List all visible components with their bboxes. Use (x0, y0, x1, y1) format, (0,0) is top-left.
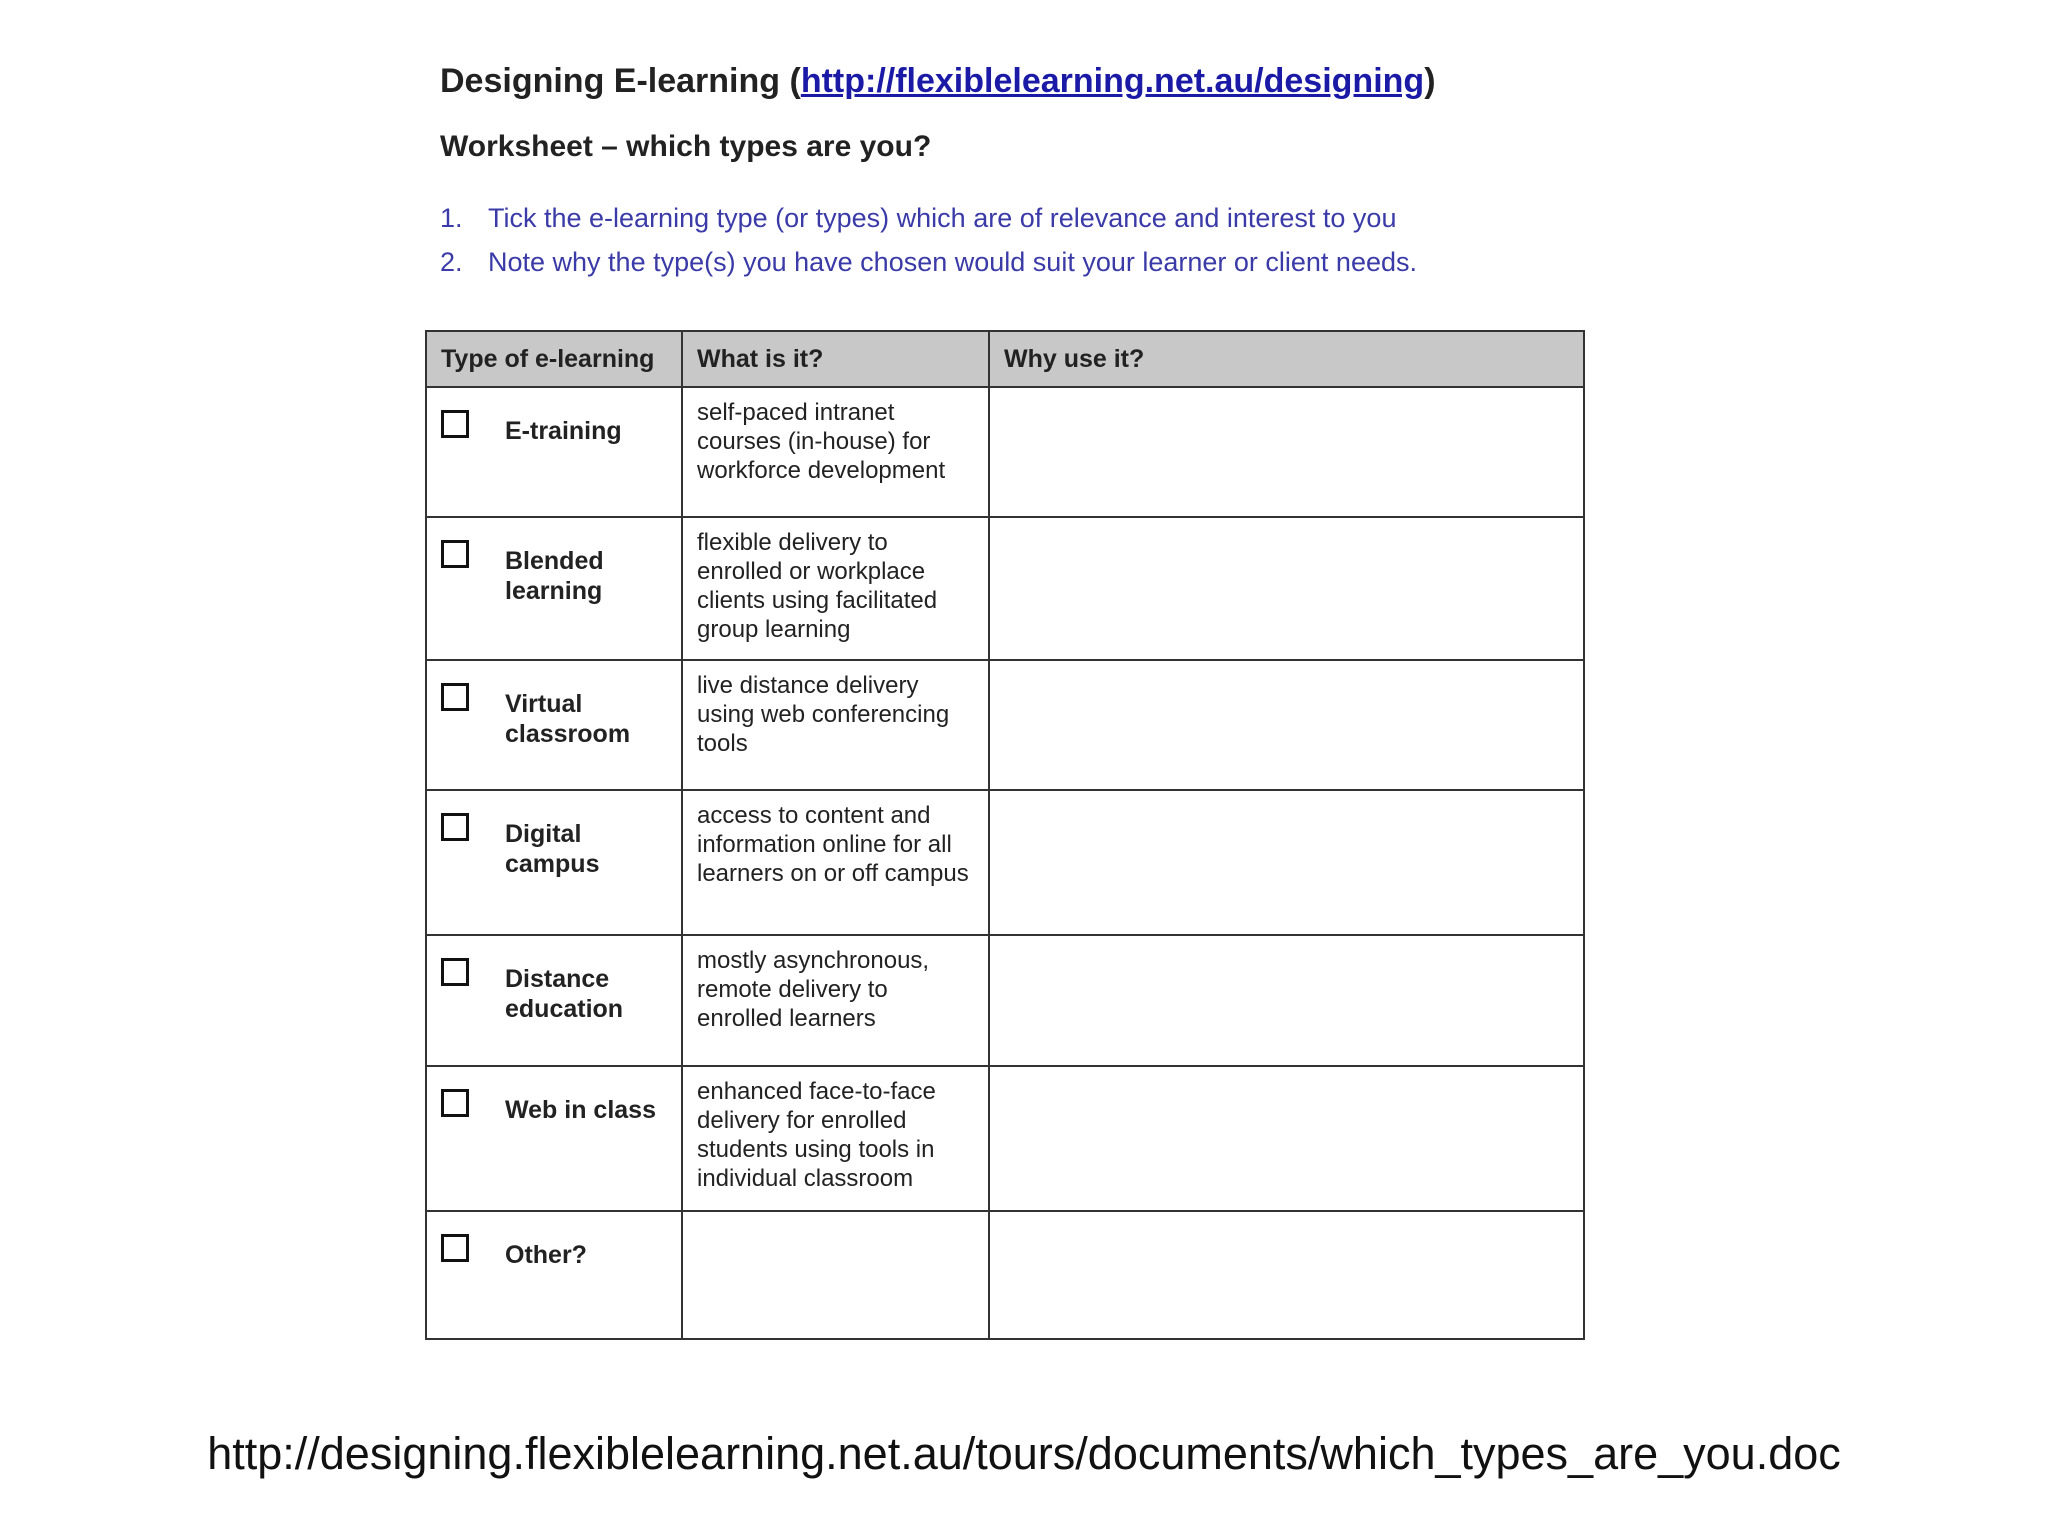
what-cell (682, 1066, 989, 1211)
type-cell (426, 1066, 682, 1211)
checkbox[interactable] (441, 958, 469, 986)
checkbox[interactable] (441, 813, 469, 841)
checkbox[interactable] (441, 540, 469, 568)
type-label: Other? (505, 1241, 587, 1269)
type-cell (426, 935, 682, 1066)
type-cell (426, 517, 682, 660)
title-prefix: Designing E-learning ( (440, 62, 801, 100)
instruction-item (440, 196, 1417, 240)
what-cell (682, 387, 989, 517)
what-cell (682, 660, 989, 790)
table-row (426, 935, 1584, 1066)
title-suffix: ) (1424, 62, 1436, 100)
instructions-list (440, 196, 1417, 284)
checkbox[interactable] (441, 683, 469, 711)
table-row (426, 1211, 1584, 1339)
type-cell (426, 1211, 682, 1339)
why-cell[interactable] (989, 790, 1584, 935)
type-cell (426, 790, 682, 935)
why-cell[interactable] (989, 517, 1584, 660)
title-link[interactable]: http://flexiblelearning.net.au/designing (800, 62, 1425, 100)
checkbox[interactable] (441, 1234, 469, 1262)
instruction-number: 1. (440, 202, 463, 233)
type-label: Digital campus (505, 820, 600, 878)
type-cell (426, 660, 682, 790)
type-label: Blended learning (505, 547, 604, 605)
worksheet-table (425, 330, 1585, 1340)
what-cell[interactable] (682, 1211, 989, 1339)
why-cell[interactable] (989, 1066, 1584, 1211)
type-label: Virtual classroom (505, 690, 631, 748)
header-type: Type of e-learning (426, 331, 682, 387)
what-text: live distance delivery using web conferencing tools (697, 672, 950, 757)
what-text: mostly asynchronous, remote delivery to enrolled learners (697, 947, 930, 1032)
what-cell (682, 935, 989, 1066)
what-text: flexible delivery to enrolled or workplace clients using facilitated group learning (697, 529, 938, 643)
footer-url: http://designing.flexiblelearning.net.au/tours/documents/which_types_are_you.doc (207, 1428, 1841, 1479)
table-header-row (426, 331, 1584, 387)
what-cell (682, 790, 989, 935)
what-text: self-paced intranet courses (in-house) for workforce development (697, 399, 946, 484)
worksheet-subtitle: Worksheet – which types are you? (440, 130, 932, 163)
what-text: enhanced face-to-face delivery for enrolled students using tools in individual classroom (697, 1078, 936, 1192)
type-label: E-training (505, 417, 622, 445)
what-text: access to content and information online for all learners on or off campus (697, 802, 969, 887)
header-why: Why use it? (989, 331, 1584, 387)
table-row (426, 790, 1584, 935)
type-label: Web in class (505, 1096, 656, 1124)
why-cell[interactable] (989, 387, 1584, 517)
instruction-text: Tick the e-learning type (or types) which are of relevance and interest to you (488, 202, 1397, 233)
type-cell (426, 387, 682, 517)
why-cell[interactable] (989, 660, 1584, 790)
instruction-item (440, 240, 1417, 284)
checkbox[interactable] (441, 410, 469, 438)
table-row (426, 387, 1584, 517)
table-row (426, 1066, 1584, 1211)
document-title (440, 62, 1436, 101)
instruction-text: Note why the type(s) you have chosen would suit your learner or client needs. (488, 246, 1417, 277)
what-cell (682, 517, 989, 660)
type-label: Distance education (505, 965, 624, 1023)
why-cell[interactable] (989, 935, 1584, 1066)
table-row (426, 660, 1584, 790)
instruction-number: 2. (440, 246, 463, 277)
checkbox[interactable] (441, 1089, 469, 1117)
table-row (426, 517, 1584, 660)
why-cell[interactable] (989, 1211, 1584, 1339)
header-what: What is it? (682, 331, 989, 387)
